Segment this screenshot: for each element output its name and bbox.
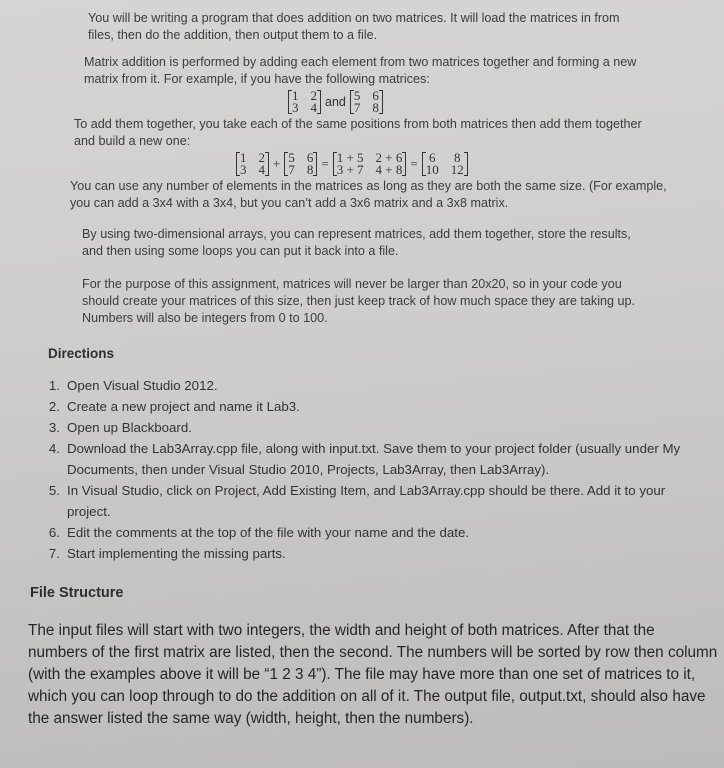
matrix-result [422,152,468,176]
purpose-paragraph: For the purpose of this assignment, matrices will never be larger than 20x20, so in your code you should create your matrices of this size, then just keep track of how much space they are taking up. Numbers will also be integers from 0 to 100. [82,277,636,325]
matrix-b [284,152,317,176]
cell: 3 + 7 [336,162,364,177]
list-item [42,522,702,543]
matrix-a [288,90,321,114]
equals-sign: = [321,156,329,171]
matrix-a [236,152,269,176]
file-structure-heading: File Structure [30,585,124,601]
arrays-paragraph: By using two-dimensional arrays, you can represent matrices, add them together, store the results, and then using some loops you can put it back into a file. [82,227,631,258]
cell: 6 [428,150,436,165]
item-text: In Visual Studio, click on Project, Add Existing Item, and Lab3Array.cpp should be there. Add it to your project. [67,483,666,519]
cell: 1 [240,150,247,165]
cell: 2 + 6 [375,150,403,165]
size-paragraph: You can use any number of elements in the matrices as long as they are both the same size. (For example, you can add a 3x4 with a 3x4, but you can’t add a 3x6 matrix and a 3x8 matrix. [70,179,667,210]
list-item [42,417,702,438]
cell: 3 [240,162,247,177]
cell: 1 + 5 [336,150,364,165]
cell: 6 [306,150,314,165]
file-structure-paragraph: The input files will start with two integers, the width and height of both matrices. After that the numbers of the first matrix are listed, then the second. The numbers will be sorted by row then column (with the examples above it will be “1 2 3 4”). The file may have more than one set of matrices to it, which you can loop through to do the addition on all of it. The output file, output.txt, should also have the answer listed the same way (width, height, then the numbers). [28,622,718,727]
cell: 2 [258,150,265,165]
item-number: 4. [48,441,60,456]
list-item [42,543,702,564]
and-text: and [325,95,346,109]
directions-list [42,375,702,564]
intro-paragraph: You will be writing a program that does addition on two matrices. It will load the matrices in from files, then do the addition, then output them to a file. [88,11,620,42]
cell: 3 [292,100,299,115]
cell: 10 [425,162,439,177]
cell: 4 [258,162,265,177]
cell: 4 [310,100,317,115]
directions-heading: Directions [48,346,115,361]
item-number: 2. [48,399,60,414]
plus-sign: + [273,156,281,171]
list-item [42,480,702,522]
cell: 7 [288,162,295,177]
matrix-sum [333,152,407,176]
add-paragraph: To add them together, you take each of the same positions from both matrices then add them together and build a new one: [74,117,642,148]
cell: 5 [288,150,295,165]
item-number: 5. [48,483,60,498]
item-text: Start implementing the missing parts. [67,546,286,561]
cell: 5 [353,88,361,103]
list-item [42,438,702,480]
item-number: 1. [48,378,60,393]
list-item [42,375,702,396]
cell: 4 + 8 [375,162,403,177]
matrix-b [350,90,383,114]
cell: 6 [372,88,379,103]
item-number: 6. [48,525,60,540]
example-matrices [288,90,383,114]
item-text: Open Visual Studio 2012. [67,378,218,393]
cell: 2 [310,88,317,103]
item-text: Edit the comments at the top of the file with your name and the date. [67,525,470,540]
matrix-intro-paragraph: Matrix addition is performed by adding each element from two matrices together and forming a new matrix from it. For example, if you have the following matrices: [84,55,637,86]
item-text: Download the Lab3Array.cpp file, along with input.txt. Save them to your project folder (usually under My Documents, then under Visual Studio 2010, Projects, Lab3Array, then Lab3Array). [67,441,681,477]
item-number: 7. [48,546,60,561]
cell: 12 [450,162,464,177]
list-item [42,396,702,417]
addition-equation [236,152,468,176]
item-text: Open up Blackboard. [67,420,192,435]
equals-sign: = [410,156,418,171]
item-text: Create a new project and name it Lab3. [67,399,300,414]
cell: 7 [353,100,361,115]
cell: 8 [372,100,379,115]
cell: 8 [453,150,461,165]
item-number: 3. [48,420,60,435]
cell: 1 [292,88,299,103]
cell: 8 [306,162,314,177]
